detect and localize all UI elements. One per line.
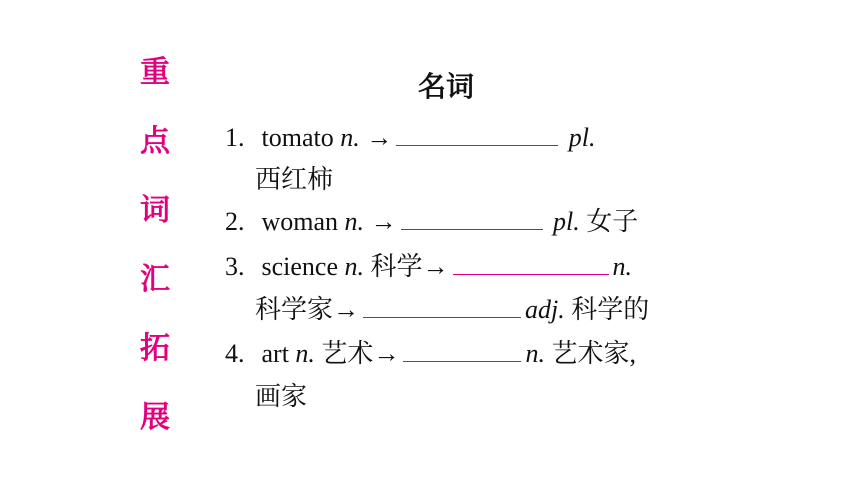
item-pos: n. — [340, 123, 360, 152]
item-word: tomato — [261, 123, 334, 152]
side-title-char: 汇 — [140, 262, 170, 297]
vocab-item-2 — [225, 205, 638, 239]
item-word: woman — [261, 207, 339, 236]
answer-blank[interactable] — [453, 252, 609, 275]
item-number: 1. — [225, 123, 245, 152]
item-word: art — [261, 339, 289, 368]
item-word: science — [261, 252, 339, 281]
item-meaning: 画家 — [255, 382, 308, 411]
item-meaning: 女子 — [586, 207, 639, 236]
side-title-char: 展 — [140, 400, 170, 435]
side-title — [130, 55, 180, 472]
answer-blank[interactable] — [401, 207, 543, 230]
item-number: 4. — [225, 339, 245, 368]
item-number: 3. — [225, 252, 245, 281]
item-meaning: 科学的 — [571, 295, 650, 324]
vocab-item-4 — [225, 337, 636, 371]
item-pos: n. — [295, 339, 315, 368]
item-meaning: 艺术 — [321, 339, 374, 368]
side-title-char: 重 — [140, 55, 170, 90]
side-title-char: 点 — [140, 124, 170, 159]
vocab-item-1-meaning — [255, 163, 333, 197]
blank-pos: pl. — [553, 207, 580, 236]
side-title-char: 词 — [140, 193, 170, 228]
vocab-item-4-meaning — [255, 380, 307, 414]
blank-pos: pl. — [568, 123, 596, 152]
vocab-item-3-line2 — [255, 293, 649, 327]
blank-pos: n. — [612, 252, 633, 281]
item-number: 2. — [225, 207, 245, 236]
answer-blank[interactable] — [363, 295, 521, 318]
arrow: → — [370, 207, 397, 236]
arrow: → — [422, 252, 449, 281]
item-meaning: 科学 — [370, 252, 423, 281]
blank-pos: n. — [525, 339, 545, 368]
section-heading: 名词 — [418, 70, 475, 103]
arrow: → — [373, 339, 400, 368]
blank-meaning: 艺术家, — [551, 339, 636, 368]
item-pos: n. — [344, 207, 365, 236]
vocab-item-1 — [225, 121, 595, 155]
vocab-item-3 — [225, 250, 632, 284]
arrow: → — [366, 123, 393, 152]
answer-blank[interactable] — [396, 123, 558, 146]
item-meaning: 西红柿 — [255, 165, 334, 194]
answer-blank[interactable] — [403, 339, 521, 362]
blank-pos: adj. — [525, 295, 565, 324]
arrow: → — [333, 295, 360, 324]
item-meaning: 科学家 — [255, 295, 334, 324]
item-pos: n. — [344, 252, 365, 281]
side-title-char: 拓 — [140, 331, 170, 366]
